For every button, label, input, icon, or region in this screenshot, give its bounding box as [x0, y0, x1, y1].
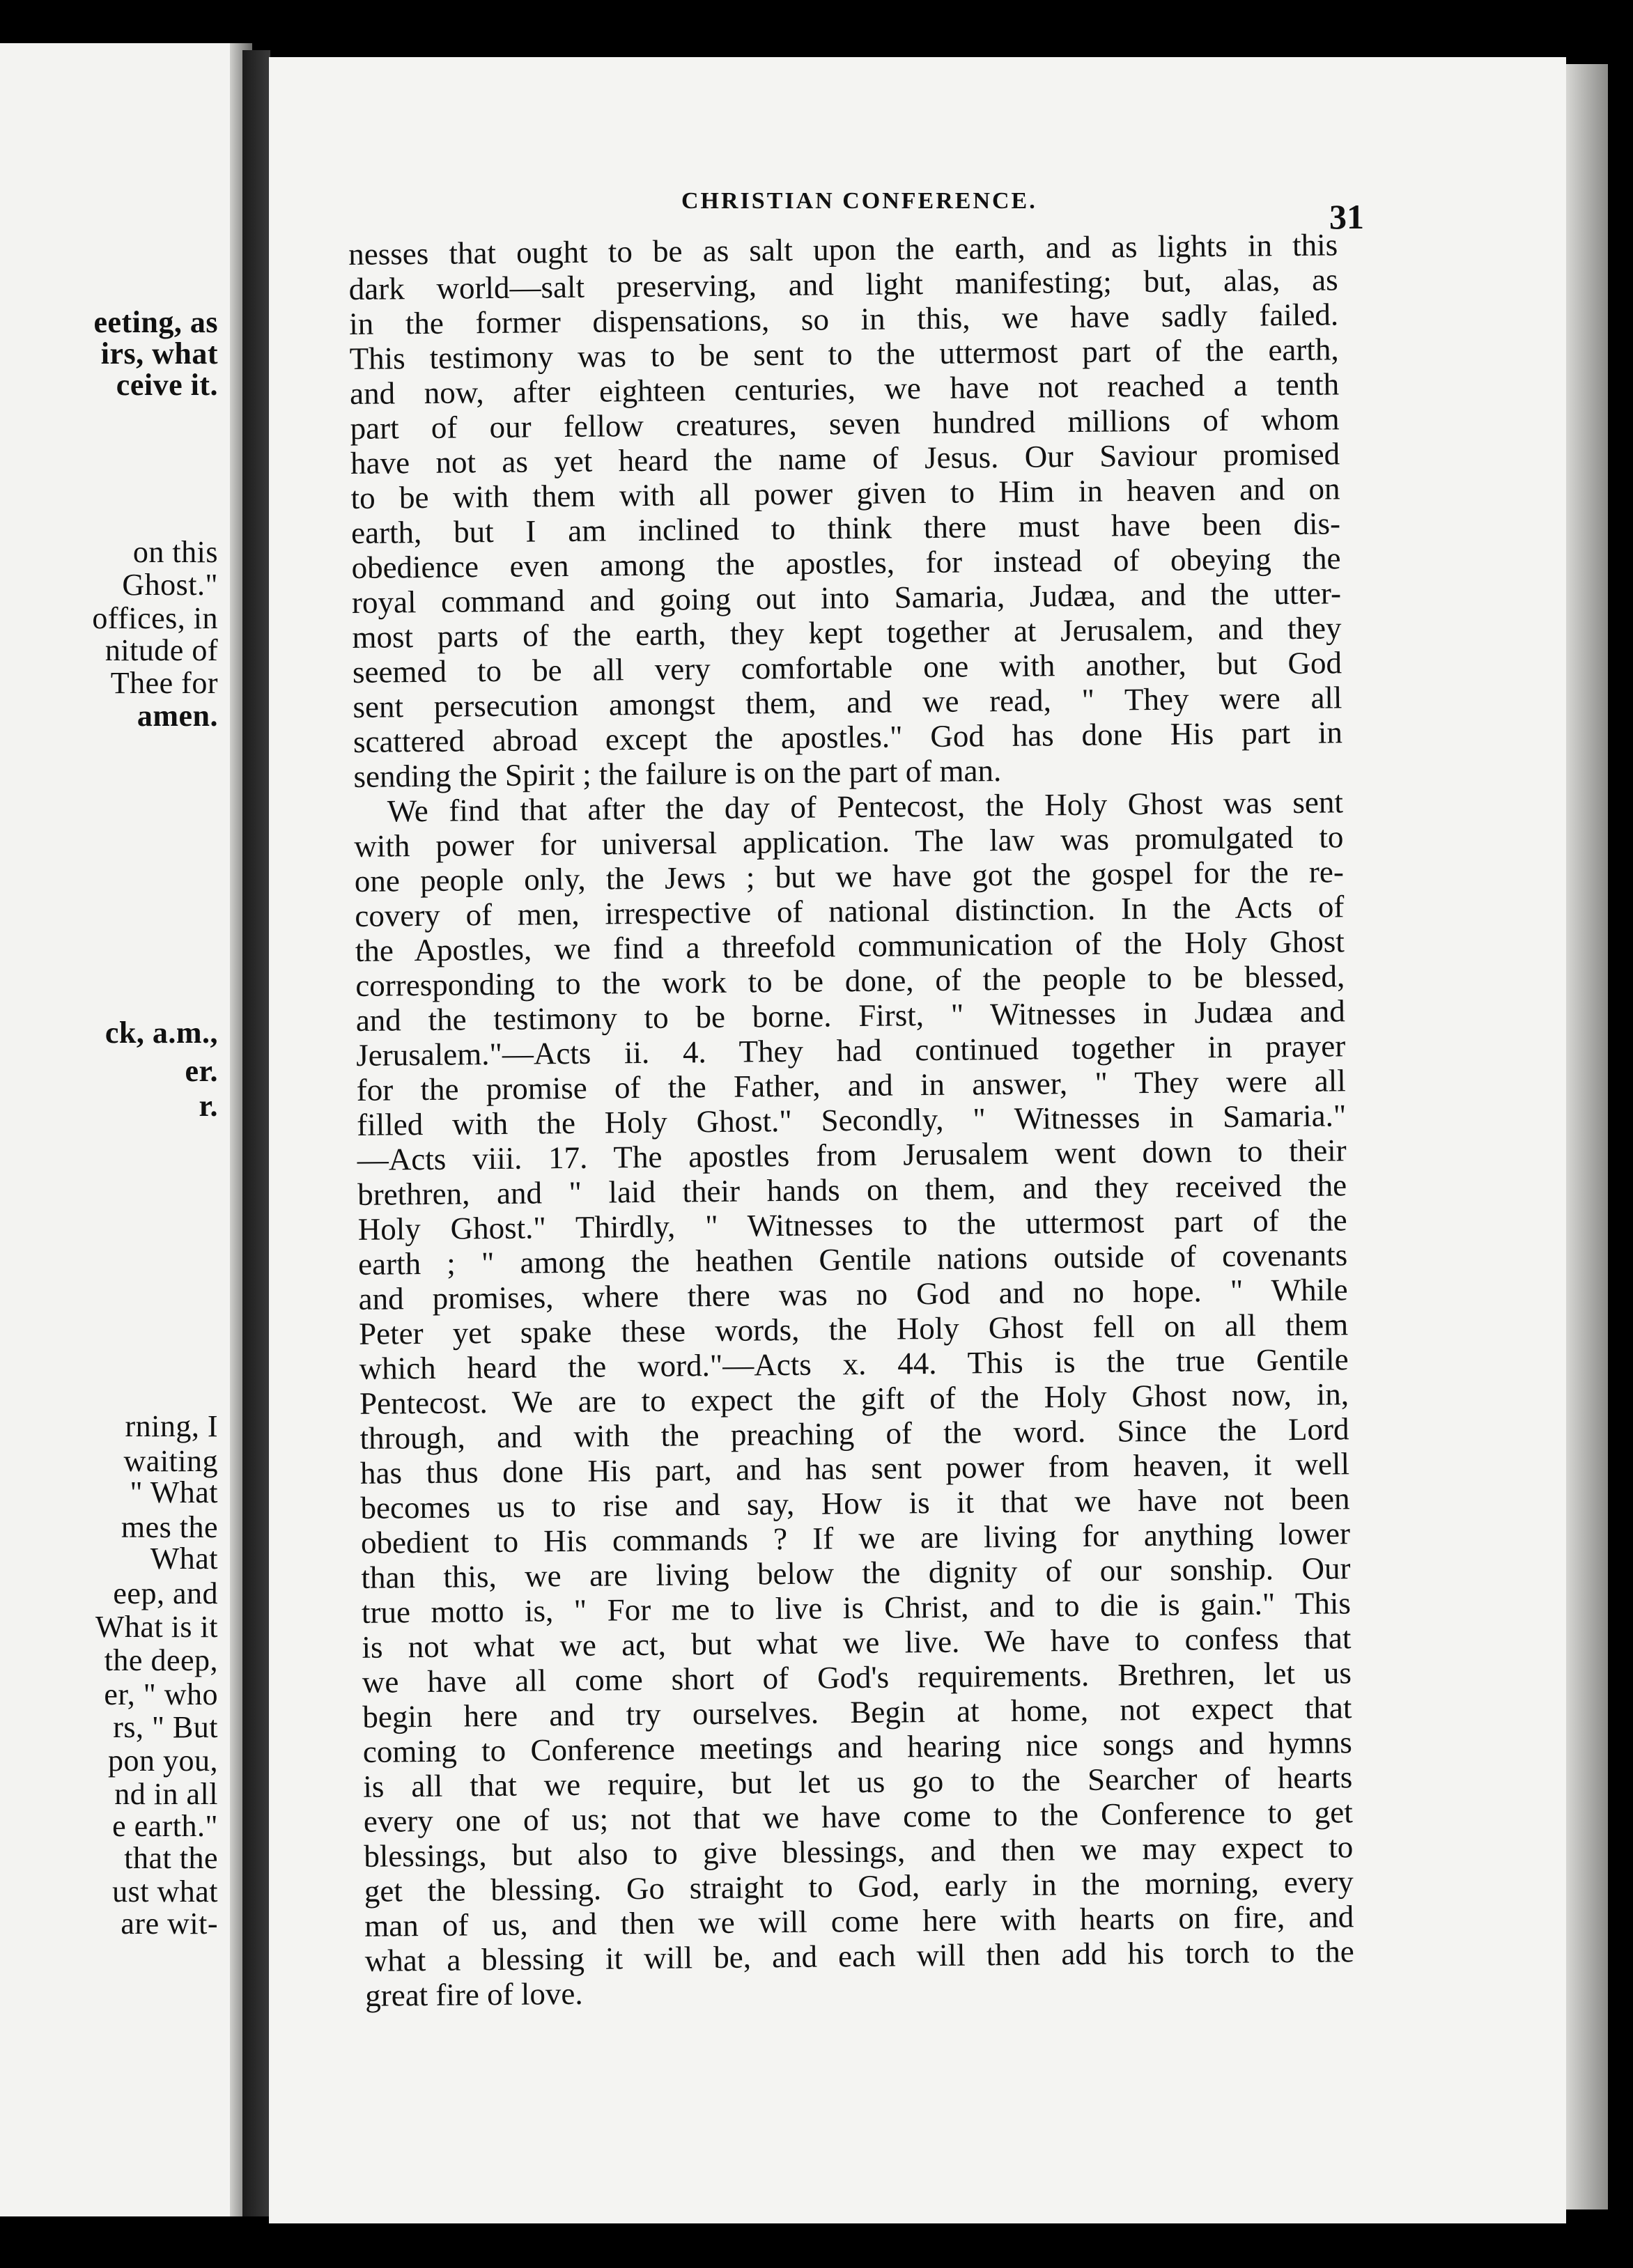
body-line: obedience even among the apostles, for instead of obeying the: [351, 541, 1341, 585]
body-line: and promises, where there was no God and no hope. " While: [358, 1272, 1348, 1316]
left-page-line: nd in all: [114, 1777, 218, 1811]
body-line: dark world—salt preserving, and light manifesting; but, alas, as: [348, 262, 1338, 306]
body-line: for the promise of the Father, and in answer, " They were all: [356, 1063, 1346, 1108]
body-line: Holy Ghost." Thirdly, " Witnesses to the uttermost part of the: [357, 1202, 1347, 1247]
body-line: blessings, but also to give blessings, and then we may expect to: [364, 1829, 1354, 1874]
body-line: what a blessing it will be, and each will then add his torch to the: [364, 1934, 1354, 1978]
body-line: earth ; " among the heathen Gentile nations outside of covenants: [357, 1237, 1348, 1282]
body-line: becomes us to rise and say, How is it that we have not been: [360, 1481, 1350, 1525]
left-page-line: Thee for: [110, 666, 218, 700]
body-line: Peter yet spake these words, the Holy Ghost fell on all them: [358, 1307, 1349, 1351]
body-line: and the testimony to be borne. First, " Witnesses in Judæa and: [355, 993, 1345, 1038]
left-page-line: the deep,: [104, 1643, 218, 1677]
body-line: corresponding to the work to be done, of the people to be blessed,: [355, 958, 1345, 1003]
body-line: every one of us; not that we have come to the Conference to get: [363, 1794, 1354, 1839]
body-line: coming to Conference meetings and hearing nice songs and hymns: [362, 1725, 1353, 1769]
body-line: with power for universal application. The law was promulgated to: [354, 819, 1344, 864]
left-page-line: What is it: [95, 1610, 218, 1644]
body-line: true motto is, " For me to live is Christ, and to die is gain." This: [361, 1585, 1352, 1630]
left-page-line: mes the: [121, 1510, 218, 1544]
body-line: in the former dispensations, so in this, we have sadly failed.: [348, 297, 1339, 341]
left-page-line: eep, and: [113, 1576, 218, 1610]
body-line: which heard the word."—Acts x. 44. This is the true Gentile: [359, 1342, 1349, 1386]
body-line: Jerusalem."—Acts ii. 4. They had continued together in prayer: [356, 1028, 1346, 1073]
body-line: seemed to be all very comfortable one with another, but God: [352, 645, 1342, 690]
left-page-line: nitude of: [105, 633, 218, 667]
left-page-line: ck, a.m.,: [105, 1016, 218, 1050]
body-line: earth, but I am inclined to think there must have been dis-: [350, 506, 1341, 550]
body-line: through, and with the preaching of the word. Since the Lord: [359, 1411, 1349, 1456]
body-line: most parts of the earth, they kept together at Jerusalem, and they: [352, 610, 1342, 655]
body-line: part of our fellow creatures, seven hundred millions of whom: [350, 401, 1340, 446]
body-line: This testimony was to be sent to the uttermost part of the earth,: [349, 332, 1339, 376]
body-line: sending the Spirit ; the failure is on the part of man.: [353, 753, 1002, 794]
left-page-line: r.: [199, 1089, 218, 1123]
body-line: is all that we require, but let us go to the Searcher of hearts: [363, 1760, 1353, 1804]
body-line: sent persecution amongst them, and we read, " They were all: [353, 680, 1342, 724]
body-line: one people only, the Jews ; but we have got the gospel for the re-: [354, 854, 1345, 899]
left-page-line: are wit-: [121, 1906, 218, 1941]
body-line: covery of men, irrespective of national distinction. In the Acts of: [355, 889, 1345, 933]
body-line: brethren, and " laid their hands on them, and they received the: [357, 1167, 1347, 1212]
page-edge-shadow: [1566, 64, 1608, 2209]
body-line: is not what we act, but what we live. We have to confess that: [362, 1620, 1352, 1665]
left-page-line: What: [150, 1541, 218, 1576]
body-line: to be with them with all power given to Him in heaven and on: [350, 471, 1340, 515]
left-page-line: er.: [185, 1054, 218, 1088]
body-line: —Acts viii. 17. The apostles from Jerusalem went down to their: [357, 1133, 1347, 1177]
left-page-line: offices, in: [92, 601, 218, 635]
body-line: We find that after the day of Pentecost, the Holy Ghost was sent: [387, 784, 1344, 829]
left-facing-page: [0, 43, 233, 2216]
body-line: than this, we are living below the dignity of our sonship. Our: [361, 1551, 1351, 1595]
left-page-line: " What: [130, 1475, 218, 1509]
body-line: and now, after eighteen centuries, we have not reached a tenth: [349, 366, 1340, 411]
body-line: royal command and going out into Samaria, Judæa, and the utter-: [351, 575, 1342, 620]
body-line: filled with the Holy Ghost." Secondly, " Witnesses in Samaria.": [356, 1098, 1347, 1142]
left-page-line: rs, " But: [113, 1710, 218, 1744]
body-line: have not as yet heard the name of Jesus. Our Saviour promised: [350, 436, 1340, 481]
body-line: the Apostles, we find a threefold communication of the Holy Ghost: [355, 924, 1345, 968]
body-line: man of us, and then we will come here with hearts on fire, and: [364, 1899, 1354, 1943]
body-text: [348, 227, 1354, 2013]
body-line: get the blessing. Go straight to God, early in the morning, every: [364, 1864, 1354, 1909]
body-line: we have all come short of God's requirements. Brethren, let us: [362, 1655, 1352, 1700]
body-line: has thus done His part, and has sent power from heaven, it well: [359, 1446, 1350, 1491]
body-line: begin here and try ourselves. Begin at home, not expect that: [362, 1690, 1352, 1734]
left-page-line: e earth.": [112, 1809, 218, 1843]
left-page-line: eeting, as: [93, 305, 218, 339]
left-page-line: that the: [124, 1841, 218, 1875]
left-page-line: ceive it.: [116, 368, 218, 402]
left-page-line: Ghost.": [122, 568, 218, 602]
body-line: nesses that ought to be as salt upon the earth, and as lights in this: [348, 227, 1338, 272]
book-binding: [242, 50, 270, 2216]
body-line: scattered abroad except the apostles." God has done His part in: [353, 715, 1343, 759]
left-page-line: pon you,: [108, 1743, 218, 1778]
running-head: CHRISTIAN CONFERENCE.: [681, 188, 1037, 214]
left-page-line: waiting: [123, 1444, 218, 1478]
left-page-line: on this: [132, 535, 218, 569]
left-page-line: er, " who: [104, 1677, 218, 1711]
left-page-line: rning, I: [125, 1409, 218, 1443]
body-line: Pentecost. We are to expect the gift of the Holy Ghost now, in,: [359, 1376, 1349, 1421]
left-page-line: ust what: [112, 1874, 218, 1909]
left-page-line: irs, what: [100, 336, 218, 371]
left-page-line: amen.: [137, 699, 218, 733]
body-line: great fire of love.: [364, 1975, 583, 2013]
body-line: obedient to His commands ? If we are living for anything lower: [360, 1516, 1351, 1560]
page-number: 31: [1329, 197, 1364, 236]
